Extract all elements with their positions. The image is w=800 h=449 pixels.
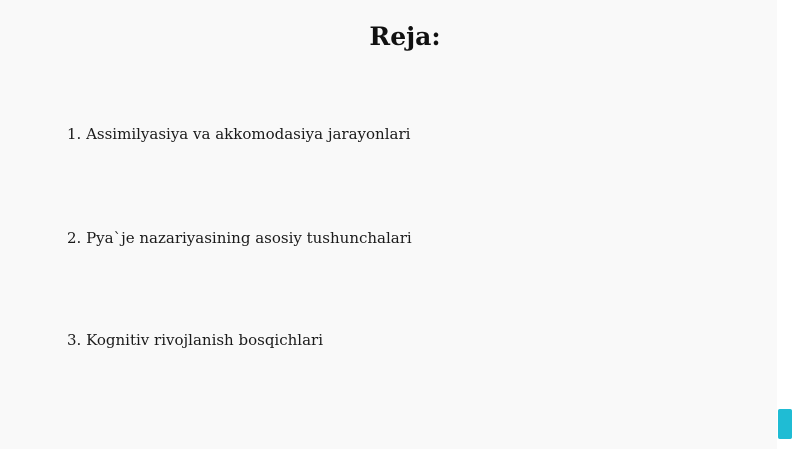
slide-title: Reja: xyxy=(369,22,441,51)
scrollbar-thumb[interactable] xyxy=(778,409,792,439)
plan-item-1: 1. Assimilyasiya va akkomodasiya jarayonlari xyxy=(67,125,411,143)
vertical-scrollbar[interactable] xyxy=(777,0,800,449)
plan-item-2: 2. Pya`je nazariyasining asosiy tushunchalari xyxy=(67,229,412,247)
plan-item-3: 3. Kognitiv rivojlanish bosqichlari xyxy=(67,331,323,349)
